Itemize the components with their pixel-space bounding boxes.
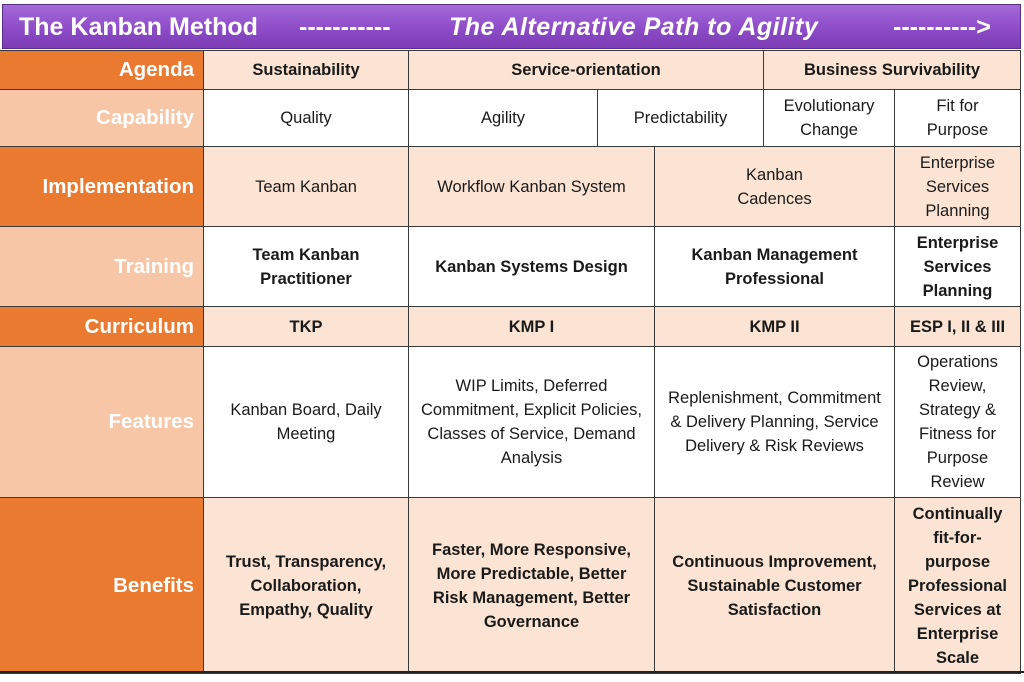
- training-kanban-systems-design: Kanban Systems Design: [409, 227, 655, 307]
- benefits-enterprise: Continually fit-for-purpose Professional Services at Enterprise Scale: [895, 498, 1021, 674]
- agenda-business-survivability: Business Survivability: [764, 50, 1021, 90]
- capability-agility: Agility: [409, 90, 598, 147]
- implementation-workflow-kanban: Workflow Kanban System: [409, 147, 655, 227]
- features-team: Kanban Board, Daily Meeting: [204, 347, 409, 498]
- implementation-enterprise-services: Enterprise Services Planning: [895, 147, 1021, 227]
- features-workflow: WIP Limits, Deferred Commitment, Explicit Policies, Classes of Service, Demand Analysis: [409, 347, 655, 498]
- implementation-kanban-cadences: Kanban Cadences: [655, 147, 895, 227]
- agenda-sustainability: Sustainability: [204, 50, 409, 90]
- capability-predictability: Predictability: [598, 90, 764, 147]
- row-label-features: Features: [0, 347, 204, 498]
- benefits-team: Trust, Transparency, Collaboration, Empathy, Quality: [204, 498, 409, 674]
- features-management: Replenishment, Commitment & Delivery Planning, Service Delivery & Risk Reviews: [655, 347, 895, 498]
- row-label-benefits: Benefits: [0, 498, 204, 674]
- banner-title: The Kanban Method: [19, 13, 258, 41]
- benefits-workflow: Faster, More Responsive, More Predictable, Better Risk Management, Better Governance: [409, 498, 655, 674]
- row-label-capability: Capability: [0, 90, 204, 147]
- curriculum-tkp: TKP: [204, 307, 409, 347]
- benefits-management: Continuous Improvement, Sustainable Customer Satisfaction: [655, 498, 895, 674]
- table-bottom-border: [0, 671, 1024, 673]
- title-banner: [2, 4, 1021, 49]
- row-label-agenda: Agenda: [0, 50, 204, 90]
- banner-arrow-right: ---------->: [893, 13, 991, 41]
- banner-dashes-left: -----------: [299, 13, 391, 41]
- curriculum-kmp-2: KMP II: [655, 307, 895, 347]
- agenda-service-orientation: Service-orientation: [409, 50, 764, 90]
- row-label-implementation: Implementation: [0, 147, 204, 227]
- capability-evolutionary-change: Evolutionary Change: [764, 90, 895, 147]
- row-label-training: Training: [0, 227, 204, 307]
- implementation-team-kanban: Team Kanban: [204, 147, 409, 227]
- capability-quality: Quality: [204, 90, 409, 147]
- training-enterprise-services-planning: Enterprise Services Planning: [895, 227, 1021, 307]
- curriculum-kmp-1: KMP I: [409, 307, 655, 347]
- training-team-kanban-practitioner: Team Kanban Practitioner: [204, 227, 409, 307]
- capability-fit-for-purpose: Fit for Purpose: [895, 90, 1021, 147]
- features-enterprise: Operations Review, Strategy & Fitness for Purpose Review: [895, 347, 1021, 498]
- training-kanban-management-professional: Kanban Management Professional: [655, 227, 895, 307]
- curriculum-esp: ESP I, II & III: [895, 307, 1021, 347]
- row-label-curriculum: Curriculum: [0, 307, 204, 347]
- banner-subtitle: The Alternative Path to Agility: [449, 13, 819, 41]
- kanban-method-table: [0, 50, 1024, 674]
